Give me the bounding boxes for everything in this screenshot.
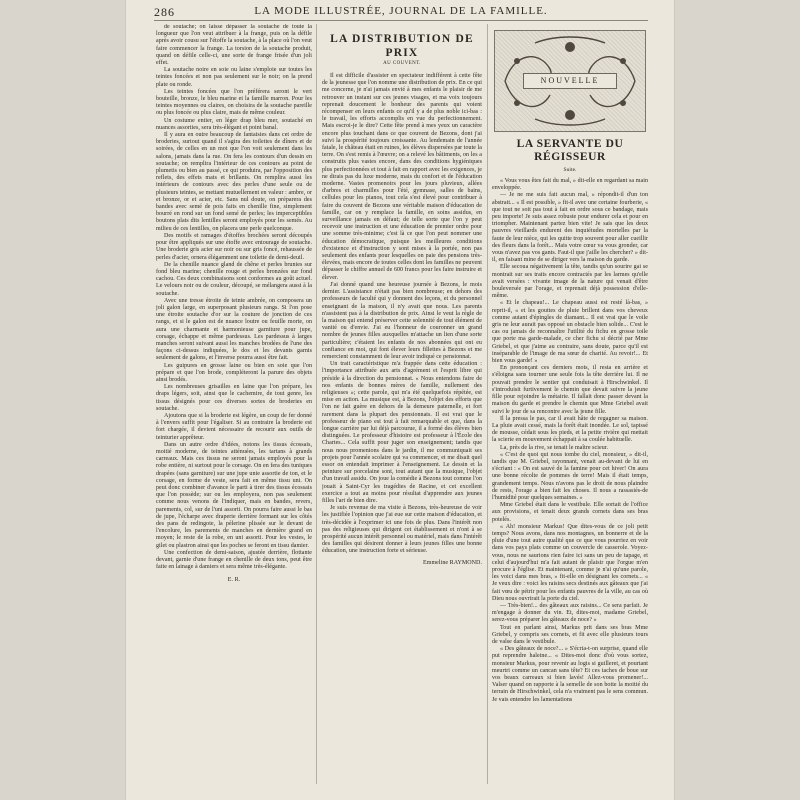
article-subtitle: AU COUVENT. [383,61,421,66]
ornament-label: NOUVELLE [523,73,617,89]
paragraph: Un trait caractéristique m'a frappée dans cette éducation : l'importance attribuée aux arts d'agrément et l'esprit libre qui préside à la direction du pensionnat. « Nous entendons faire de nos enfants de bonnes mères de famille, nullement des religieuses »; cette parole, qui m'a été quelquefois répétée, est mise en action. La musique est, à Bezons, l'objet des efforts que l'on ne fait guère en dehors de la demeure paternelle, et fort rarement dans la plupart des pensionnats. Il est vrai que le professeur de piano est tout à fait remarquable et que, dans la longue carrière par lui déjà parcourue, il a formé des élèves bien distinguées. Le professeur d'histoire est professeur à l'École des Chartes... Cela suffit pour juger son enseignement; tandis que nous nous promenions dans le jardin, il me communiquait ses projets pour l'année scolaire qui va commencer, et me disait quel essor on entendait imprimer à l'enseignement. Le dessin et la peinture sur porcelaine sont, tout autant que la musique, l'objet d'un travail assidu. On joue la comédie à Bezons tout comme l'on jouait à Saint-Cyr les tragédies de Racine, et cet excellent exercice a tout au moins pour résultat d'apprendre aux jeunes filles l'art de bien dire. [322,361,482,504]
paragraph: La, près de la rive, se tenait le maître scieur. [500,444,609,451]
paragraph: Un costume entier, en léger drap bleu mer, soutaché en nuances assorties, sera très-élégant et point banal. [156,117,312,131]
paragraph: La soutache noire en soie ou laine s'emploie sur toutes les teintes foncées et non pas seulement sur le noir; on la prend plate ou ronde. [156,67,312,88]
column-nouvelle [492,24,648,788]
paragraph: Je suis revenue de ma visite à Bezons, très-heureuse de voir les justifiée l'opinion que j'ai eue sur cette maison d'éducation, et très-décidée à l'exprimer ici une fois de plus. Dans l'intérêt non pas des religieuses qui dirigent cet établissement et n'ont à se prospérité aucun intérêt personnel ou matériel, mais dans l'intérêt des familles qui désirent donner à leurs jeunes filles une bonne éducation, une instruction forte et sérieuse. [322,505,482,555]
paragraph: Les teintes foncées que l'on préférera seront le vert bouteille, bronze, le bleu marine et la famille marron. Pour les teintes moyennes ou claires, on choisira de la soutache pareille ou plus foncée ou plus claire, mais de même couleur. [156,88,312,117]
paragraph: — Je ne me suis fait aucun mal, » répondit-il d'un ton abstrait... « Il est possible, » fit-il avec une certaine fourberie, « que tout ne soit pas tout à fait en ordre sous ce bandage, mais peu importe! Je suis assez robuste pour endurer cela et pour en triompher. Maintenant partez bien vite! Je sais que les deux pauvres vieillards endurent des inquiétudes mortelles par la faute de leur nièce, qui les quitte trop souvent pour aller cueillir des fleurs dans la forêt... Mais votre cœur va vous gronder, car vous n'avez pas vos gants. Faut-il que j'aille les chercher? » dit-il, en faisant mine de se diriger vers la maison du garde. [492,192,648,264]
paragraph: « C'est de quoi qui nous tombe du ciel, monsieur, » dit-il, tandis que M. Griebel, rayonnant, venait au-devant de lui en s'écriant : « On est sauvé de la famine pour cet hiver! On aura une bonne récolte de pommes de terre! Mais il était temps, grandement temps. Nous n'avons pas le droit de nous plaindre de rests, l'orage a bien fait les choses. Il nous a rassasiés-de l'humidité pour quelques semaines. » [492,451,648,501]
paragraph: Il est difficile d'assister en spectateur indifférent à cette fête de la jeunesse que l'on nomme une distribution de prix. En ce qui me concerne, je n'ai jamais envié à mes enfants le plaisir de me retrouver un instant sur ces jeunes visages, et ma voix toujours reprenait doucement le bonheur des parents qui voient récompenser en leurs enfants ce qu'il y a de plus noble ici-bas : le travail, les efforts accomplis en vue du perfectionnement. Mais escroi-je le dire? Cette fête prend à mes yeux un caractère encore plus touchant dans ce que couvent de Bezons, dont j'ai suivi la prospérité toujours croissante. Au lendemain de l'année fatale, le château était en ruines, les élèves dispersées par toute la terre. On s'est remis à l'œuvre; on a relevé les bâtiments, on les a construits plus vastes encore, dans des conditions hygiéniques plus perfectionnées et tout à fait en rapport avec les exigences, je ne dirais pas du luxe moderne, mais du confort et de l'éducation moderne. Vastes promenoirs pour les jours pluvieux, allées d'arbres et charmilles pour l'été, gymnase, salles de bains, cellules pour les pianos, tout cela s'est élevé pour contribuer à faire du couvent de Bezons une véritable maison d'éducation de famille, car on y remplace la famille, en soins assidus, en surveillance jamais en défaut; de telle sorte que l'on y peut recevoir une instruction et une éducation de premier ordre pour une somme très-minime; c'est là ce que l'on peut nommer une éducation démocratique, puisque les meilleures conditions d'existence et d'instruction y sont mises à la portée, non pas seulement des enfants pour lesquelles on paie des pensions très-élevées, mais encore de toutes celles dont les familles ne peuvent dépasser le chiffre annuel de 600 francs pour les faire instruire et élever. [322,73,482,281]
paragraph: Il la pressa le pas, car il avait hâte de regagner sa maison. La pluie avait cessé, mais la forêt était inondée. Le sol, tapissé de mousse, cédait sous les pieds, et la petite rivière qui mettait la scierie en mouvement échappait à sa coulée habituelle. [492,415,648,444]
paragraph: Dans un autre ordre d'idées, notons les tissus écossais, moitié moderne, de teintes atténuées, les tartans à grands carreaux. Mais ces tissus ne seront jamais employés pour la robe entière, ni surtout pour le corsage. On en fera des tuniques drapées (sans garniture) sur une jupe unie assortie de ton, et le corsage, en forme de veste, sera fait en même tissu uni. On peut donc combiner d'avance le parti à tirer des tissus écossais que l'on possède; sur ou les employera, non pas seulement comme nous venons de l'indiquer, mais en bandes, revers, parements, col, sur de l'uni assorti. On pourra faire aussi le bas de jupe, l'écharpe avec draperie derrière formant sur les côtés des pans de redingote, la pèlerine plissée sur le devant de l'encolure, les parements de manches en dernière grand en moyen; le reste de la robe, en uni assorti. Pour les vestes, le gilet ou plastron ainsi que les poches se feront en tissu damier. [156,441,312,549]
paragraph: Mme Griebel était dans le vestibule. Elle sortait de l'office aux provisions, et tenait deux grands cornets dans ses bras potelés. [492,502,648,523]
paragraph: Une confection de demi-saison, ajustée derrière, flottante devant, garnie d'une frange en chenille de deux tons, peut être faite en lainage à damiers et sera même très-élégante. [156,549,312,571]
paragraph: « Des gâteaux de noce?... » S'écria-t-on surprise, quand elle put reprendre haleine... « Dites-moi donc d'où vous sortez, monsieur Markus, pour revenir au logis si guilleret, et pourtant meurtri comme un cancan sans tête? Et ces taches de boue sur vos beaux carreaux si bien lavés! Allez-vous promener!... Valser quand on rapporte à la semelle de son botte la moitié du terrain de Hirschwinkel, cela n'a vraiment pas le sens commun. Je vais entendre les lamentations [492,646,648,703]
paragraph: — Très-bien!... des gâteaux aux raisins... Ce sera parfait. Je m'engage à donner du vin. Et, dites-moi, madame Griebel, serez-vous préparer les gâteaux de noce? » [492,602,648,624]
article-signature: Emmeline RAYMOND. [423,559,482,566]
paragraph: de soutache; on laisse dépasser la soutache de toute la longueur que l'on veut attribuer à la frange, puis on la défile après avoir cousu sur l'étoffe la soutache, à la place où l'on veut faire commencer la frange. La torsion de la soutache produit, quand on défile celle-ci, une sorte de frange frisée d'un joli effet. [156,24,312,67]
column-rule [487,24,488,784]
page-header [154,4,648,21]
column-fashion-article [156,24,312,788]
article-signature: E. R. [227,577,241,584]
paragraph: Tout en parlant ainsi, Markus prit dans ses bras Mme Griebel, y compris ses cornets, et fit avec elle plusieurs tours de valse dans le vestibule. [492,624,648,645]
paragraph: Elle secoua négativement la tête, tandis qu'un sourire gai se montrait sur ses traits encore contractés par les larmes qu'elle avait versées : vivante image de la nature qui venait d'être bouleversée par l'orage, et reprenait déjà possession d'elle-même. [492,264,648,300]
paragraph: De la chenille nuance gland de chêne et perles brunies sur fond bleu marine; chenille rouge et perles bronzées sur fond cachou. Ces deux combinaisons sont conformes au goût actuel. Le velours noir ou de couleur, découpé, se mélangera aussi à la soutache. [156,261,312,297]
running-title: LA MODE ILLUSTRÉE, JOURNAL DE LA FAMILLE. [254,5,548,17]
paragraph: Ajoutons que si la broderie est légère, un coup de fer donné à l'envers suffit pour l'égaliser. Si au contraire la broderie est fort chargée, il devient nécessaire de recourir aux outils de teinturier apprêteur. [156,412,312,441]
story-suite: Suite. [563,167,577,173]
column-distribution-article [322,24,482,788]
paragraph: J'ai donné quand une heureuse journée à Bezons, le mois dernier. L'assistance n'était pas bien nombreuse; en dehors des professeurs de faculté qui y donnent des leçons, et du personnel enseignant de la maison, il n'y avait que nous. Les parents n'assistent pas à la distribution de prix. Ainsi le veut la règle de la maison qui entend préserver cette solennité de tout élément de vanité ou d'envie. J'ai eu l'honneur de couronner un grand nombre de jeunes filles auxquelles m'attache un lien d'une sorte particulière; c'étaient les enfants de nos abonnées qui ont eu confiance en moi, qui font élever leurs fillettes à Bezons et me remercient constamment de leur avoir indiqué ce pensionnat. [322,281,482,360]
paragraph: Des motifs et ramages d'étoffes brochées seront découpés pour être appliqués sur une étoffe avec entourage de soutache. Une broderie gris acier sur noir ou sur gris foncé, rehaussée de perles d'acier, ornera élégamment une toilette de demi-deuil. [156,232,312,261]
article-title: LA DISTRIBUTION DE PRIX [330,33,474,59]
column-rule [316,24,317,784]
paragraph: Les guipures en grosse laine ou bien en soie que l'on prépare et que l'on brode, compléteront la parure des objets ainsi brodés. [156,362,312,383]
paragraph: En prononçant ces derniers mots, il resta en arrière et s'éloigna sans tourner une seule fois la tête derrière lui. Il ne pouvait prendre le sentier qui conduisait à Hirschwinkel. Il s'introduisit furtivement le chemin que devait suivre la jeune fille pour rejoindre la métairie. Il fallait donc passer devant la maison du garde et prendre le chemin que Mme Griebel avait suivi le jour de sa rencontre avec la jeune fille. [492,365,648,415]
story-title: LA SERVANTE DU RÉGISSEUR [516,138,624,163]
paragraph: Il y aura en outre beaucoup de fantaisies dans cet ordre de broderies, surtout quand il s'agira des toilettes de dîners et de soirées, de celles en un mot que l'on voit seulement dans les salons, jamais dans la rue. On fera les contours d'un dessin en soutache; on remplira l'intérieur de ces contours au point de plumetis ou bien au passé, ce qui produira, par l'opposition des reflets, des effets mats et brillants. On remplira aussi les intérieurs de contours avec des perles d'une seule ou de plusieurs teintes, se mettant mutuellement en valeur : ambre, or et bronze, or et acier, etc. Sans nul doute, on préparera des bandes avec semé de pois faits en chenille fine, simplement bourré en rond sur un fond semé de perles; les imperceptibles boutons plats dits lentilles seront employés pour les semés. Au milieu de ces lentilles, on placera une perle quelconque. [156,132,312,232]
newspaper-page [126,0,674,800]
paragraph: « Ah! monsieur Markus! Que dites-vous de ce joli petit temps? Nous avons, dans nos montagnes, un bonnerre et de la pluie d'une tout autre qualité que ce que vous pourriez en voir dans vos pays plats comme un couvercle de casserole. Voyez-vous, nous ne saurions rien faire ici sans un peu de tapage, et celui d'aujourd'hui m'a fait autant de plaisir que l'orgue m'en procure à l'église. Et maintenant, comme je n'ai qu'une parole, les voici dans mes bras, » fit-elle en désignant les cornets... « Je veux dire : voici les raisins secs destinés aux gâteaux que j'ai fait vœu de pétrir pour les enfants pauvres de la ville, au cas où Dieu nous ouvrirait la porte du ciel. [492,523,648,602]
nouvelle-ornament-banner [494,30,646,132]
page-number: 286 [154,5,175,19]
paragraph: Les nombreuses grisailles en laine que l'on prépare, les draps légers, soit, ainsi que le cachemire, de tout genre, les tissus désignés pour ces diverses sortes de broderies en soutache. [156,384,312,412]
paragraph: « Et le chapeau!... Le chapeau aussi est resté là-bas, » reprit-il, « et les gouttes de pluie brillent dans vos cheveux comme autant d'épingles de diamant... Il est vrai que le voile gris ne leur aurait pas opposé un obstacle bien solide... C'est le cas ou jamais de reconnaître l'utilité du fichu en grosse toile que porte ma garde-malade, ce cher fichu si décrié par Mme Griebel, et que j'aime au contraire, sans doute, parce qu'il est inséparable de l'image de ma sœur de charité. Au revoir!... Et bien vous garde! » [492,300,648,365]
paragraph: « Vous vous êtes fait du mal, » dit-elle en regardant sa main enveloppée. [492,178,648,192]
paragraph: Avec une tresse étroite de teinte ambrée, on composera un joli galon large, en superposant plusieurs rangs. Si l'on pose une étroite soutache d'or sur la couture de jonction de ces rangs, et si le galon est de nuance loutre ou feuille morte, on aura une charmante et harmonieuse garniture pour jupe, corsage, échappe et même pardessus. Les pardessus à larges manches seront suivant aussi les manches brodées de l'une des façons ci-dessus indiquées, le dos et les devants garnis seulement de galons, et l'inverse pourra aussi être fait. [156,297,312,362]
